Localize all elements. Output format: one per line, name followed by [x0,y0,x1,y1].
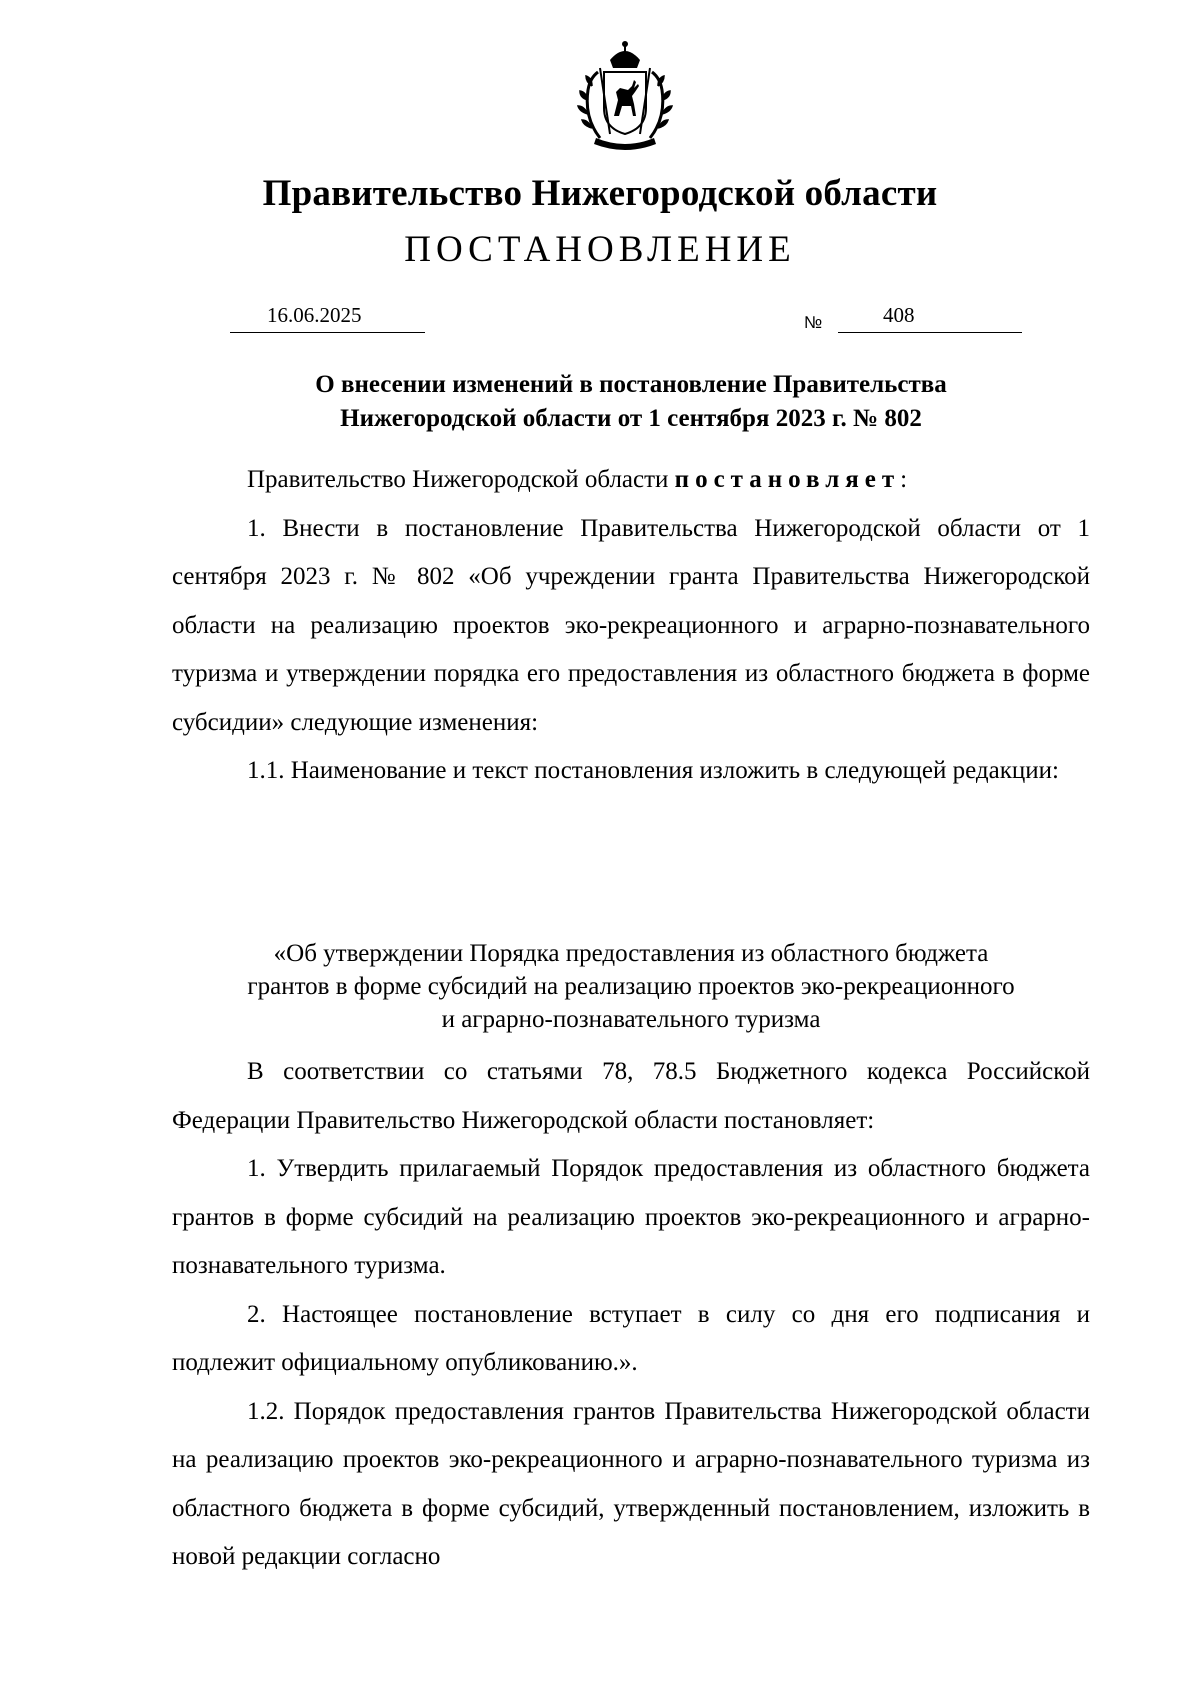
item-1: 1. Внести в постановление Правительства Нижегородской области от 1 сентября 2023 г. № 802 «Об учреждении гранта Правительства Нижегородской области на реализацию проектов эко-рекреационного и аграрно-познавательного туризма и утверждении порядка его предоставления из областного бюджета в форме субсидии» следующие изменения: [172,514,1090,736]
quoted-title-line-3: и аграрно-познавательного туризма [441,1006,821,1033]
subject-line-2: Нижегородской области от 1 сентября 2023 г. № 802 [340,405,922,432]
document-date: 16.06.2025 [267,303,362,327]
preamble-verb: постановляет [674,466,901,493]
item-1-2: 1.2. Порядок предоставления грантов Правительства Нижегородской области на реализацию проектов эко-рекреационного и аграрно-познавательного туризма из областного бюджета в форме субсидий, утвержденный постановлением, изложить в новой редакции согласно [172,1397,1090,1570]
quoted-title-line-2: грантов в форме субсидий на реализацию проектов эко-рекреационного [247,973,1015,1000]
coat-of-arms-icon [570,38,680,150]
number-sign: № [804,313,823,332]
preamble-text: Правительство Нижегородской области [247,466,675,493]
subject-line-1: О внесении изменений в постановление Правительства [315,371,947,398]
preamble [172,456,1090,505]
item-1-1: 1.1. Наименование и текст постановления изложить в следующей редакции: [247,757,1059,784]
organization-name: Правительство Нижегородской области [262,173,938,214]
quoted-preamble: В соответствии со статьями 78, 78.5 Бюджетного кодекса Российской Федерации Правительство Нижегородской области постановляет: [172,1058,1090,1134]
body-part-2 [172,1048,1090,1582]
document-type: ПОСТАНОВЛЕНИЕ [404,229,796,270]
quoted-title-line-1: «Об утверждении Порядка предоставления из областного бюджета [273,940,989,967]
body-part-1 [172,456,1090,796]
quoted-item-2: 2. Настоящее постановление вступает в силу со дня его подписания и подлежит официальному опубликованию.». [172,1300,1090,1376]
quoted-item-1: 1. Утвердить прилагаемый Порядок предоставления из областного бюджета грантов в форме субсидий на реализацию проектов эко-рекреационного и аграрно-познавательного туризма. [172,1155,1090,1279]
quoted-title [0,937,1200,1036]
date-field [230,302,425,333]
document-subject [0,368,1200,436]
document-number: 408 [883,303,915,327]
number-field [838,302,1022,333]
preamble-colon: : [900,466,908,493]
